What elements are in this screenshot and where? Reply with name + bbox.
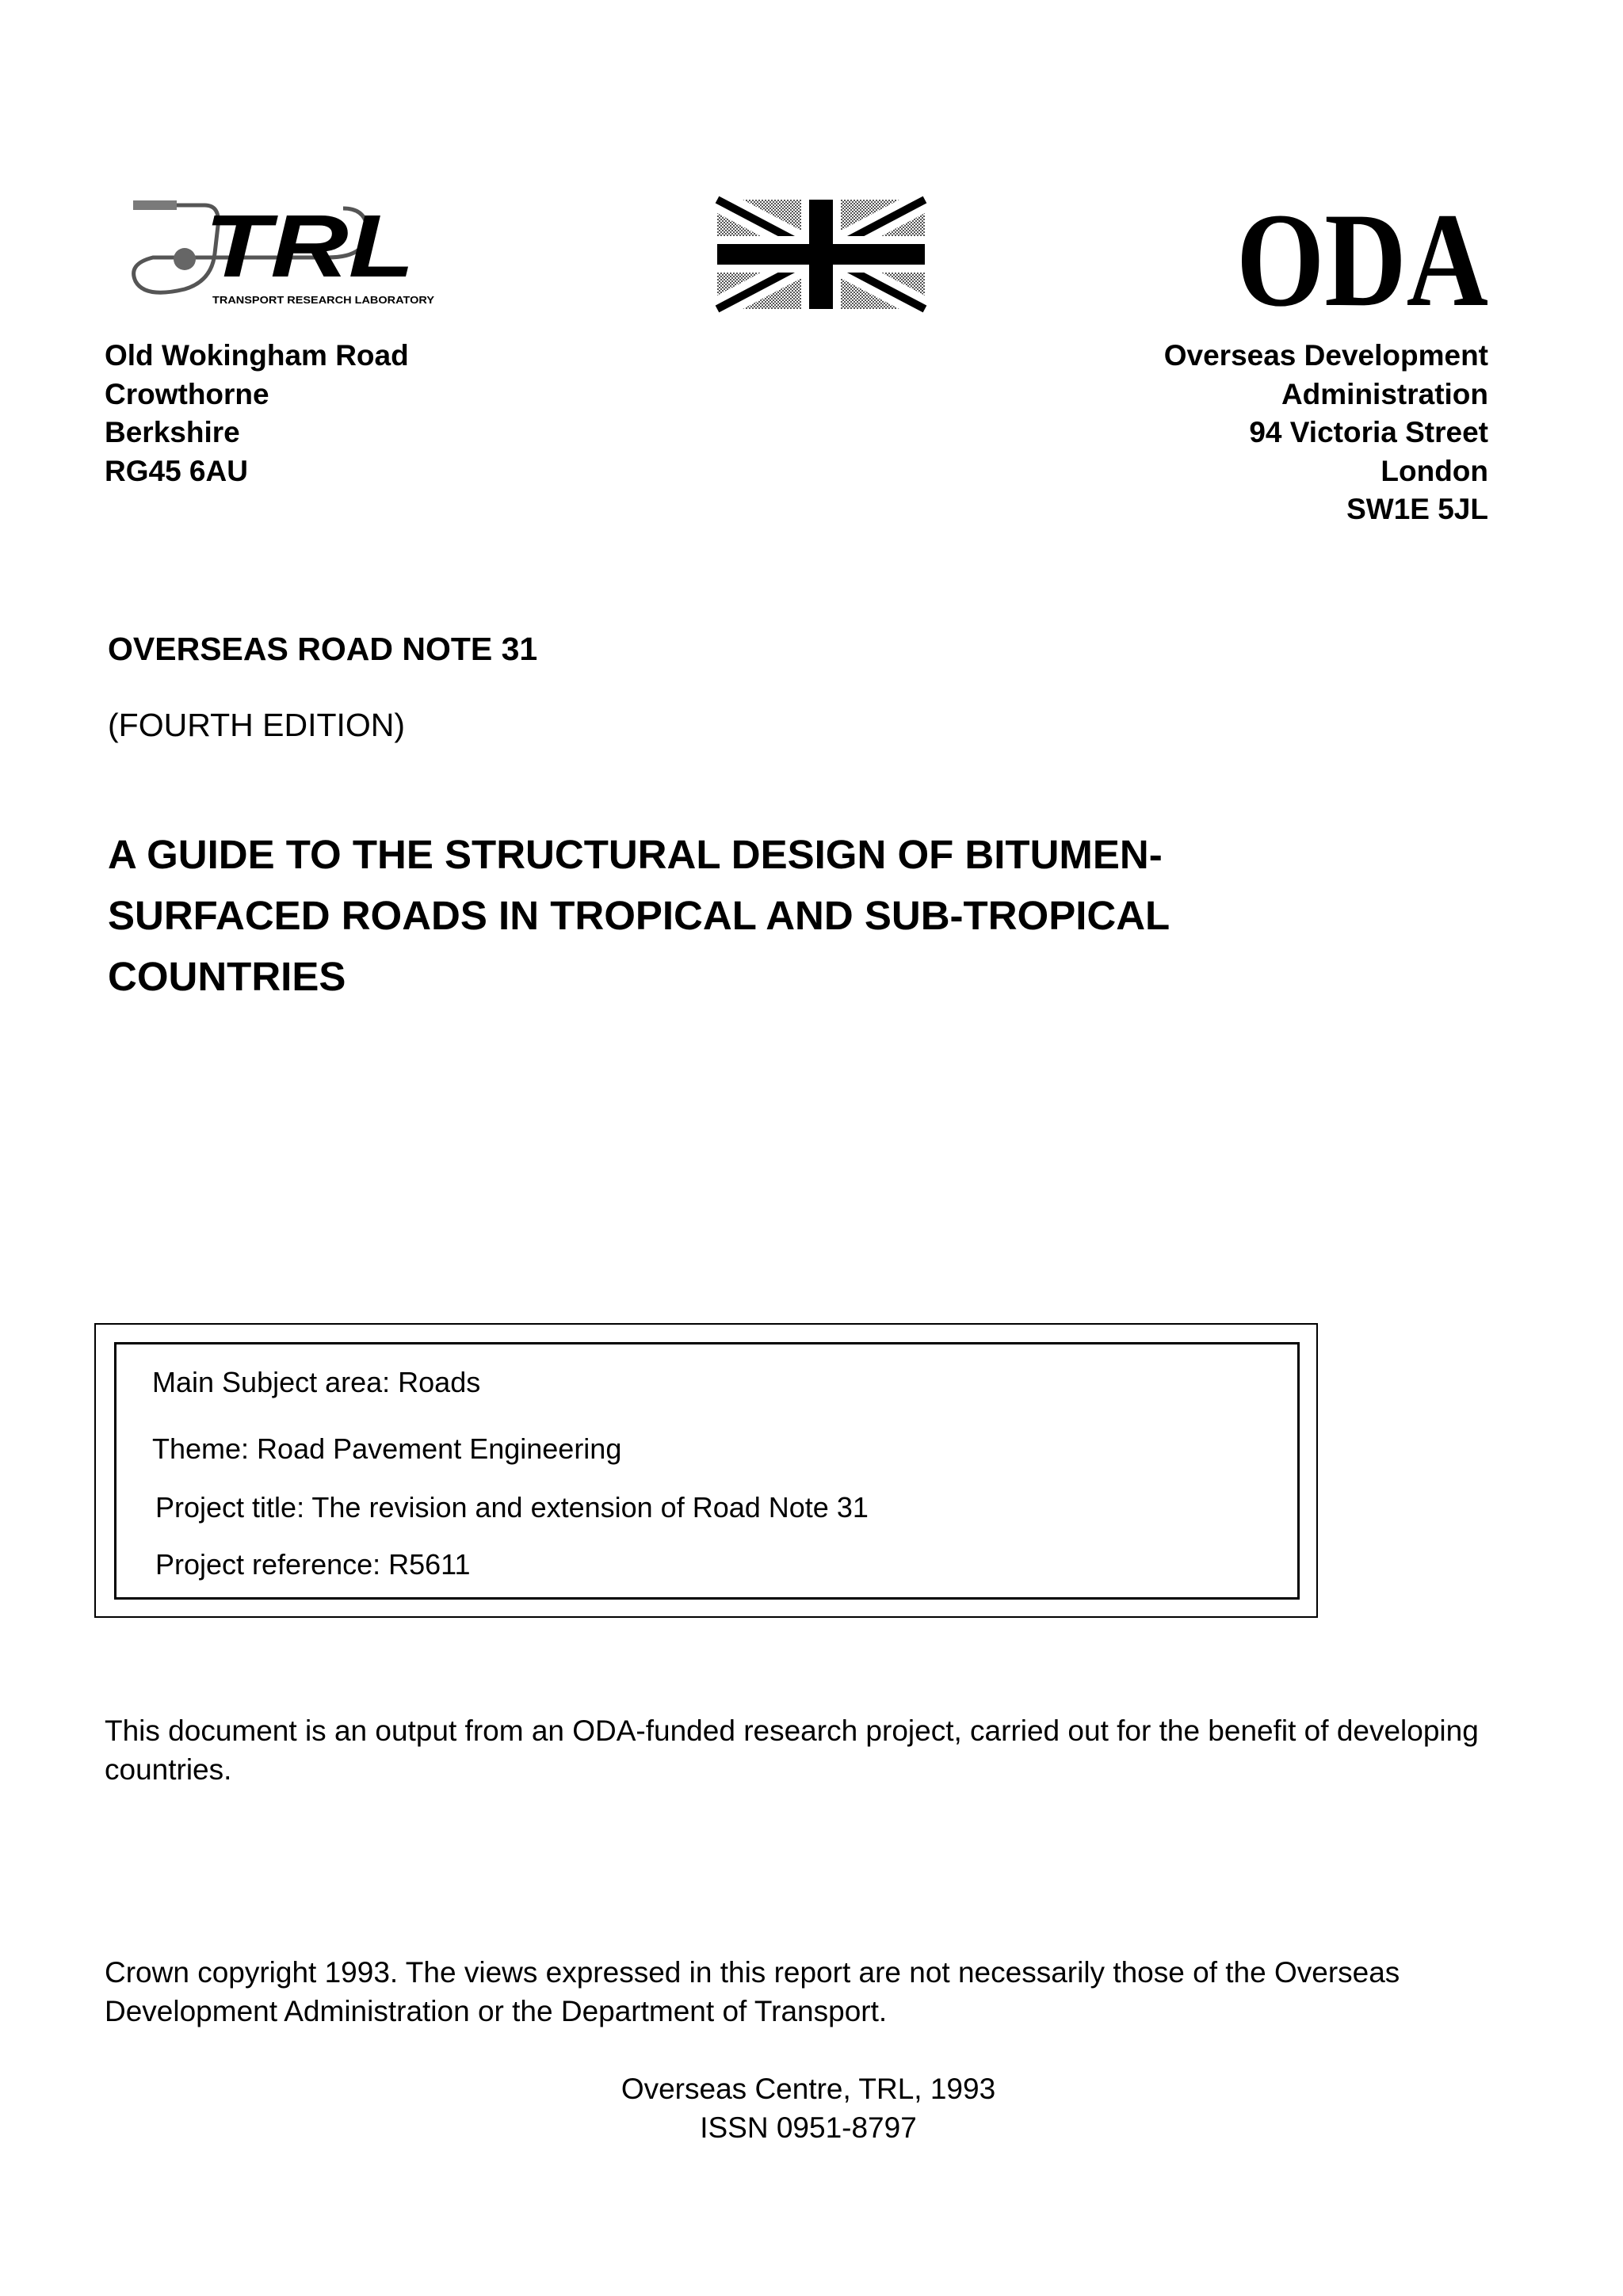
address-line: SW1E 5JL <box>1346 493 1488 525</box>
address-line: Overseas Development <box>1163 339 1488 372</box>
document-title-line: SURFACED ROADS IN TROPICAL AND SUB-TROPICAL <box>108 893 1170 938</box>
issn-line: ISSN 0951-8797 <box>700 2111 917 2144</box>
trl-address <box>105 337 409 490</box>
publisher-line: Overseas Centre, TRL, 1993 <box>621 2073 996 2105</box>
address-line: RG45 6AU <box>105 454 248 487</box>
address-line: Berkshire <box>105 416 240 448</box>
project-reference: Project reference: R5611 <box>155 1548 471 1581</box>
document-title-line: COUNTRIES <box>108 954 346 999</box>
trl-logo <box>129 194 442 321</box>
union-flag-logo <box>717 200 925 309</box>
project-title: Project title: The revision and extension of Road Note 31 <box>155 1491 869 1524</box>
series-title: OVERSEAS ROAD NOTE 31 <box>108 631 538 667</box>
svg-text:ODA: ODA <box>1236 185 1488 334</box>
output-note: This document is an output from an ODA-funded research project, carried out for the benefit of developing countries. <box>105 1714 1479 1786</box>
trl-logo-caption: TRANSPORT RESEARCH LABORATORY <box>212 294 435 306</box>
copyright-note: Crown copyright 1993. The views expressed in this report are not necessarily those of the Overseas Development Administration or the Department of Transport. <box>105 1956 1400 2027</box>
document-title <box>108 824 1455 1007</box>
document-title-line: A GUIDE TO THE STRUCTURAL DESIGN OF BITUMEN- <box>108 832 1163 877</box>
svg-text:TRL: TRL <box>204 196 414 296</box>
address-line: London <box>1381 454 1488 487</box>
address-line: Old Wokingham Road <box>105 339 409 372</box>
subject-area: Main Subject area: Roads <box>152 1366 481 1398</box>
address-line: Crowthorne <box>105 377 269 410</box>
address-line: 94 Victoria Street <box>1249 416 1488 448</box>
oda-address <box>1164 337 1488 529</box>
oda-logo <box>1236 185 1490 334</box>
theme: Theme: Road Pavement Engineering <box>152 1432 622 1465</box>
edition-label: (FOURTH EDITION) <box>108 707 406 743</box>
address-line: Administration <box>1281 377 1488 410</box>
